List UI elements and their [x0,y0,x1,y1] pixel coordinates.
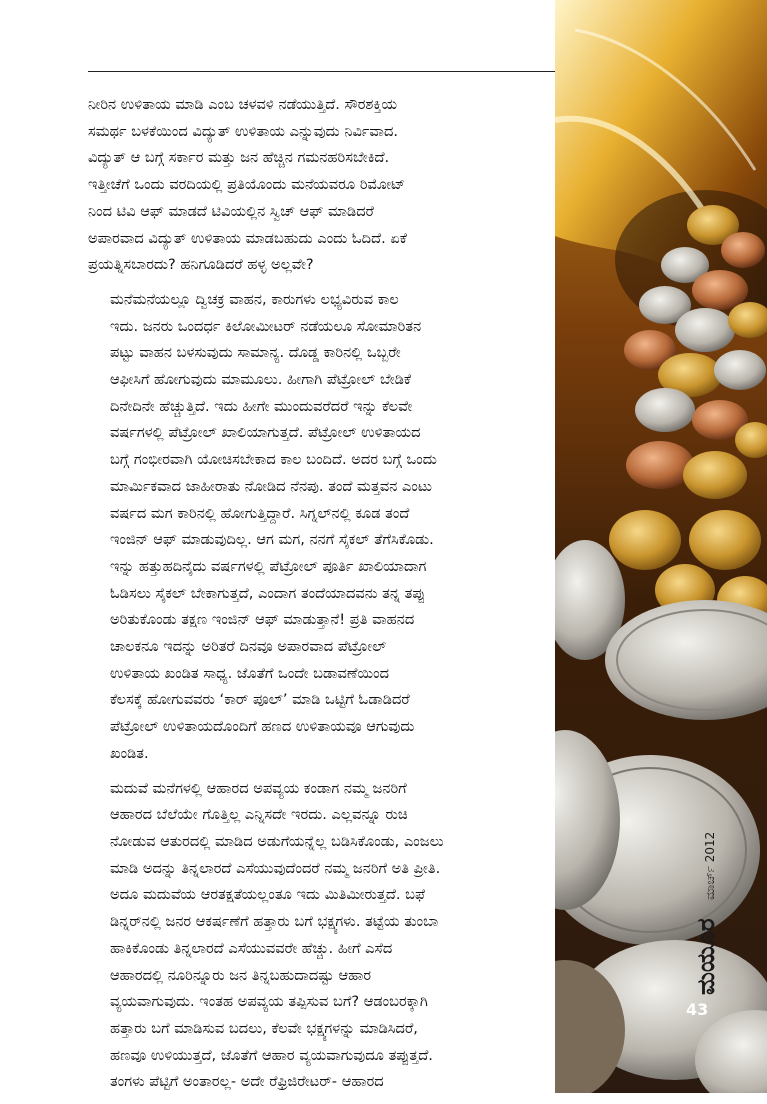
text-line: ಇನ್ನು ಹತ್ತುಹದಿನೈದು ವರ್ಷಗಳಲ್ಲಿ ಪೆಟ್ರೋಲ್ ಪೂರ್ತಿ ಖಾಲಿಯಾದಾಗ [110,557,427,575]
text-line: ಹಣವೂ ಉಳಿಯುತ್ತದೆ, ಜೊತೆಗೆ ಆಹಾರ ವ್ಯಯವಾಗುವುದೂ ತಪ್ಪುತ್ತದೆ. [110,1046,433,1064]
article-paragraph [88,287,550,768]
article-body [88,92,550,1104]
text-line: ಆಫೀಸಿಗೆ ಹೋಗುವುದು ಮಾಮೂಲು. ಹೀಗಾಗಿ ಪೆಟ್ರೋಲ್ ಬೇಡಿಕೆ [110,371,412,389]
text-line: ಡಿನ್ನರ್‌ನಲ್ಲಿ ಜನರ ಆಕರ್ಷಣೆಗೆ ಹತ್ತಾರು ಬಗೆ ಭಕ್ಷ್ಯಗಳು. ತಟ್ಟೆಯ ತುಂಬಾ [110,913,439,931]
page-number: 43 [686,1000,709,1019]
text-line: ಖಂಡಿತ. [110,744,149,762]
text-line: ಪ್ರಯತ್ನಿಸಬಾರದು? ಹನಿಗೂಡಿದರೆ ಹಳ್ಳ ಅಲ್ಲವೇ? [88,256,314,274]
magazine-name: ಮಯೂರ [692,918,720,995]
text-line: ಇತ್ತೀಚೆಗೆ ಒಂದು ವರದಿಯಲ್ಲಿ ಪ್ರತಿಯೊಂದು ಮನೆಯವರೂ ರಿಮೋಟ್ [88,176,406,194]
text-line: ಮಾರ್ಮಿಕವಾದ ಜಾಹೀರಾತು ನೋಡಿದ ನೆನಪು. ತಂದೆ ಮತ್ತವನ ಎಂಟು [110,477,433,495]
text-line: ಆಹಾರದಲ್ಲಿ ನೂರಿನ್ನೂರು ಜನ ತಿನ್ನಬಹುದಾದಷ್ಟು ಆಹಾರ [110,966,372,984]
text-line: ಹತ್ತಾರು ಬಗೆ ಮಾಡಿಸುವ ಬದಲು, ಕೆಲವೇ ಭಕ್ಷ್ಯಗಳನ್ನು ಮಾಡಿಸಿದರೆ, [110,1019,418,1037]
header-rule [88,71,558,72]
coins-photo [555,0,767,1093]
text-line: ನೋಡುವ ಆತುರದಲ್ಲಿ ಮಾಡಿದ ಅಡುಗೆಯನ್ನೆಲ್ಲ ಬಡಿಸಿಕೊಂಡು, ಎಂಜಲು [110,832,444,850]
text-line: ಹಾಕಿಕೊಂಡು ತಿನ್ನಲಾರದೆ ಎಸೆಯುವವರೇ ಹೆಚ್ಚು. ಹೀಗೆ ಎಸೆದ [110,939,393,957]
text-line: ಕೆಲಸಕ್ಕೆ ಹೋಗುವವರು ‘ಕಾರ್ ಪೂಲ್’ ಮಾಡಿ ಒಟ್ಟಿಗೆ ಓಡಾಡಿದರೆ [110,691,410,709]
text-line: ಉಳಿತಾಯ ಖಂಡಿತ ಸಾಧ್ಯ. ಜೊತೆಗೆ ಒಂದೇ ಬಡಾವಣೆಯಿಂದ [110,664,390,682]
text-line: ಆಹಾರದ ಬೆಲೆಯೇ ಗೊತ್ತಿಲ್ಲ ಎನ್ನಿಸದೇ ಇರದು. ಎಲ್ಲವನ್ನೂ ರುಚಿ [110,806,408,824]
article-paragraph [88,92,550,279]
text-line: ಇಂಜಿನ್ ಆಫ್ ಮಾಡುವುದಿಲ್ಲ. ಆಗ ಮಗ, ನನಗೆ ಸೈಕಲ್ ತೆಗೆಸಿಕೊಡು. [110,531,434,549]
text-line: ವ್ಯಯವಾಗುವುದು. ಇಂತಹ ಅಪವ್ಯಯ ತಪ್ಪಿಸುವ ಬಗೆ? ಆಡಂಬರಕ್ಕಾಗಿ [110,993,428,1011]
text-line: ವಿದ್ಯುತ್ ಆ ಬಗ್ಗೆ ಸರ್ಕಾರ ಮತ್ತು ಜನ ಹೆಚ್ಚಿನ ಗಮನಹರಿಸಬೇಕಿದೆ. [88,149,390,167]
text-line: ನಿಂದ ಟಿವಿ ಆಫ್ ಮಾಡದೆ ಟಿವಿಯಲ್ಲಿನ ಸ್ವಿಚ್ ಆಫ್ ಮಾಡಿದರೆ [88,202,374,220]
text-line: ಪೆಟ್ರೋಲ್ ಉಳಿತಾಯದೊಂದಿಗೆ ಹಣದ ಉಳಿತಾಯವೂ ಆಗುವುದು [110,718,415,736]
text-line: ಅಪಾರವಾದ ವಿದ್ಯುತ್ ಉಳಿತಾಯ ಮಾಡಬಹುದು ಎಂದು ಓದಿದೆ. ಏಕೆ [88,229,407,247]
article-paragraph [88,776,550,1096]
text-line: ಇದು. ಜನರು ಒಂದರ್ಧ ಕಿಲೋಮೀಟರ್ ನಡೆಯಲೂ ಸೋಮಾರಿತನ [110,317,422,335]
text-line: ಪಟ್ಟು ವಾಹನ ಬಳಸುವುದು ಸಾಮಾನ್ಯ. ದೊಡ್ಡ ಕಾರಿನಲ್ಲಿ ಒಬ್ಬರೇ [110,344,401,362]
text-line: ವರ್ಷಗಳಲ್ಲಿ ಪೆಟ್ರೋಲ್ ಖಾಲಿಯಾಗುತ್ತದೆ. ಪೆಟ್ರೋಲ್ ಉಳಿತಾಯದ [110,424,421,442]
issue-date: ಮಾರ್ಚ್ 2012 [703,831,717,900]
text-line: ಅರಿತುಕೊಂಡು ತಕ್ಷಣ ಇಂಜಿನ್ ಆಫ್ ಮಾಡುತ್ತಾನೆ! ಪ್ರತಿ ವಾಹನದ [110,611,415,629]
magazine-masthead [692,790,722,1000]
text-line: ಅದೂ ಮದುವೆಯ ಆರತಕ್ಷತೆಯಲ್ಲಂತೂ ಇದು ಮಿತಿಮೀರುತ್ತದೆ. ಬಫೆ [110,886,425,904]
text-line: ನೀರಿನ ಉಳಿತಾಯ ಮಾಡಿ ಎಂಬ ಚಳವಳಿ ನಡೆಯುತ್ತಿದೆ. ಸೌರಶಕ್ತಿಯ [88,96,398,113]
text-line: ದಿನೇದಿನೇ ಹೆಚ್ಚುತ್ತಿದೆ. ಇದು ಹೀಗೇ ಮುಂದುವರೆದರೆ ಇನ್ನು ಕೆಲವೇ [110,397,413,415]
text-line: ತಂಗಳು ಪೆಟ್ಟಿಗೆ ಅಂತಾರಲ್ಲ- ಅದೇ ರೆಫ್ರಿಜಿರೇಟರ್- ಆಹಾರದ [110,1073,384,1091]
text-line: ಸಮರ್ಥ ಬಳಕೆಯಿಂದ ವಿದ್ಯುತ್ ಉಳಿತಾಯ ಎನ್ನುವುದು ನಿರ್ವಿವಾದ. [88,122,399,140]
text-line: ಮಾಡಿ ಅದನ್ನು ತಿನ್ನಲಾರದೆ ಎಸೆಯುವುದೆಂದರೆ ನಮ್ಮ ಜನರಿಗೆ ಅತಿ ಪ್ರೀತಿ. [110,859,441,877]
text-line: ಚಾಲಕನೂ ಇದನ್ನು ಅರಿತರೆ ದಿನವೂ ಅಪಾರವಾದ ಪೆಟ್ರೋಲ್ [110,638,387,656]
text-line: ಮನೆಮನೆಯಲ್ಲೂ ದ್ವಿಚಕ್ರ ವಾಹನ, ಕಾರುಗಳು ಲಭ್ಯವಿರುವ ಕಾಲ [110,290,399,308]
text-line: ಬಗ್ಗೆ ಗಂಭೀರವಾಗಿ ಯೋಚಿಸಬೇಕಾದ ಕಾಲ ಬಂದಿದೆ. ಅದರ ಬಗ್ಗೆ ಒಂದು [110,451,437,469]
text-line: ವರ್ಷದ ಮಗ ಕಾರಿನಲ್ಲಿ ಹೋಗುತ್ತಿದ್ದಾರೆ. ಸಿಗ್ನಲ್‌ನಲ್ಲಿ ಕೂಡ ತಂದೆ [110,504,410,522]
text-line: ಮದುವೆ ಮನೆಗಳಲ್ಲಿ ಆಹಾರದ ಅಪವ್ಯಯ ಕಂಡಾಗ ನಮ್ಮ ಜನರಿಗೆ [110,779,407,797]
text-line: ಓಡಿಸಲು ಸೈಕಲ್ ಬೇಕಾಗುತ್ತದೆ, ಎಂದಾಗ ತಂದೆಯಾದವನು ತನ್ನ ತಪ್ಪು [110,584,426,602]
